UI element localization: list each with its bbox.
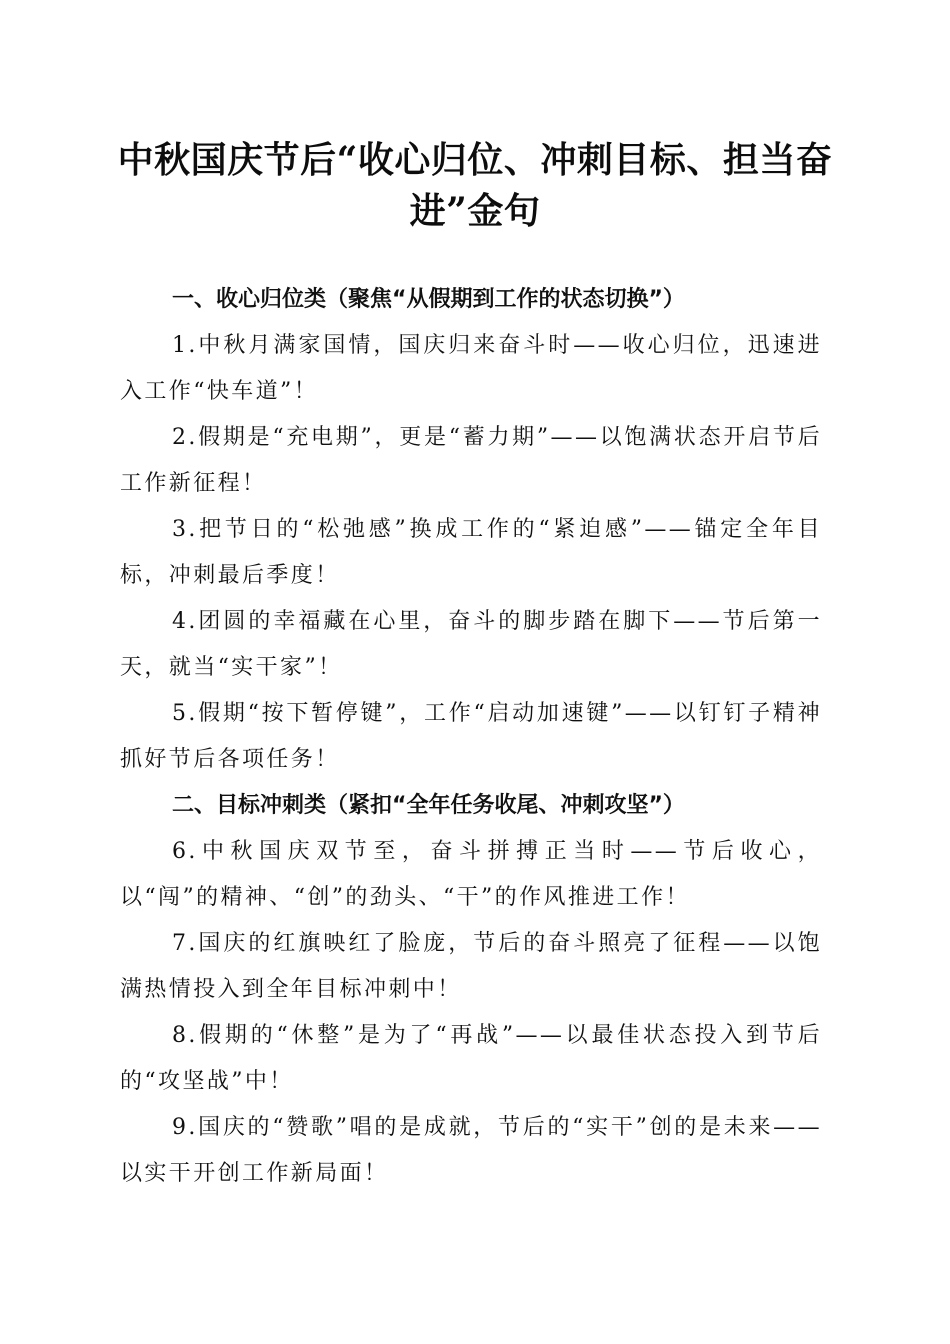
quote-item: 4.团圆的幸福藏在心里，奋斗的脚步踏在脚下——节后第一天，就当“实干家”！ (120, 609, 822, 680)
document-title: 中秋国庆节后“收心归位、冲刺目标、担当奋进”金句 (117, 139, 833, 232)
document-body (120, 277, 822, 1197)
section-heading: 二、目标冲刺类（紧扣“全年任务收尾、冲刺攻坚”） (172, 793, 685, 818)
quote-item: 8.假期的“休整”是为了“再战”——以最佳状态投入到节后的“攻坚战”中！ (120, 1023, 822, 1094)
section-heading: 一、收心归位类（聚焦“从假期到工作的状态切换”） (172, 287, 685, 312)
quote-item: 9.国庆的“赞歌”唱的是成就，节后的“实干”创的是未来——以实干开创工作新局面！ (120, 1115, 822, 1186)
quote-item: 6.中秋国庆双节至，奋斗拼搏正当时——节后收心，以“闯”的精神、“创”的劲头、“干”的作风推进工作！ (120, 839, 822, 910)
quote-item: 5.假期“按下暂停键”，工作“启动加速键”——以钉钉子精神抓好节后各项任务！ (120, 701, 822, 772)
quote-item: 3.把节日的“松弛感”换成工作的“紧迫感”——锚定全年目标，冲刺最后季度！ (120, 517, 822, 588)
section-1 (120, 277, 822, 783)
quote-item: 1.中秋月满家国情，国庆归来奋斗时——收心归位，迅速进入工作“快车道”！ (120, 333, 822, 404)
quote-item: 7.国庆的红旗映红了脸庞，节后的奋斗照亮了征程——以饱满热情投入到全年目标冲刺中！ (120, 931, 822, 1002)
quote-item: 2.假期是“充电期”，更是“蓄力期”——以饱满状态开启节后工作新征程！ (120, 425, 822, 496)
section-2 (120, 783, 822, 1197)
